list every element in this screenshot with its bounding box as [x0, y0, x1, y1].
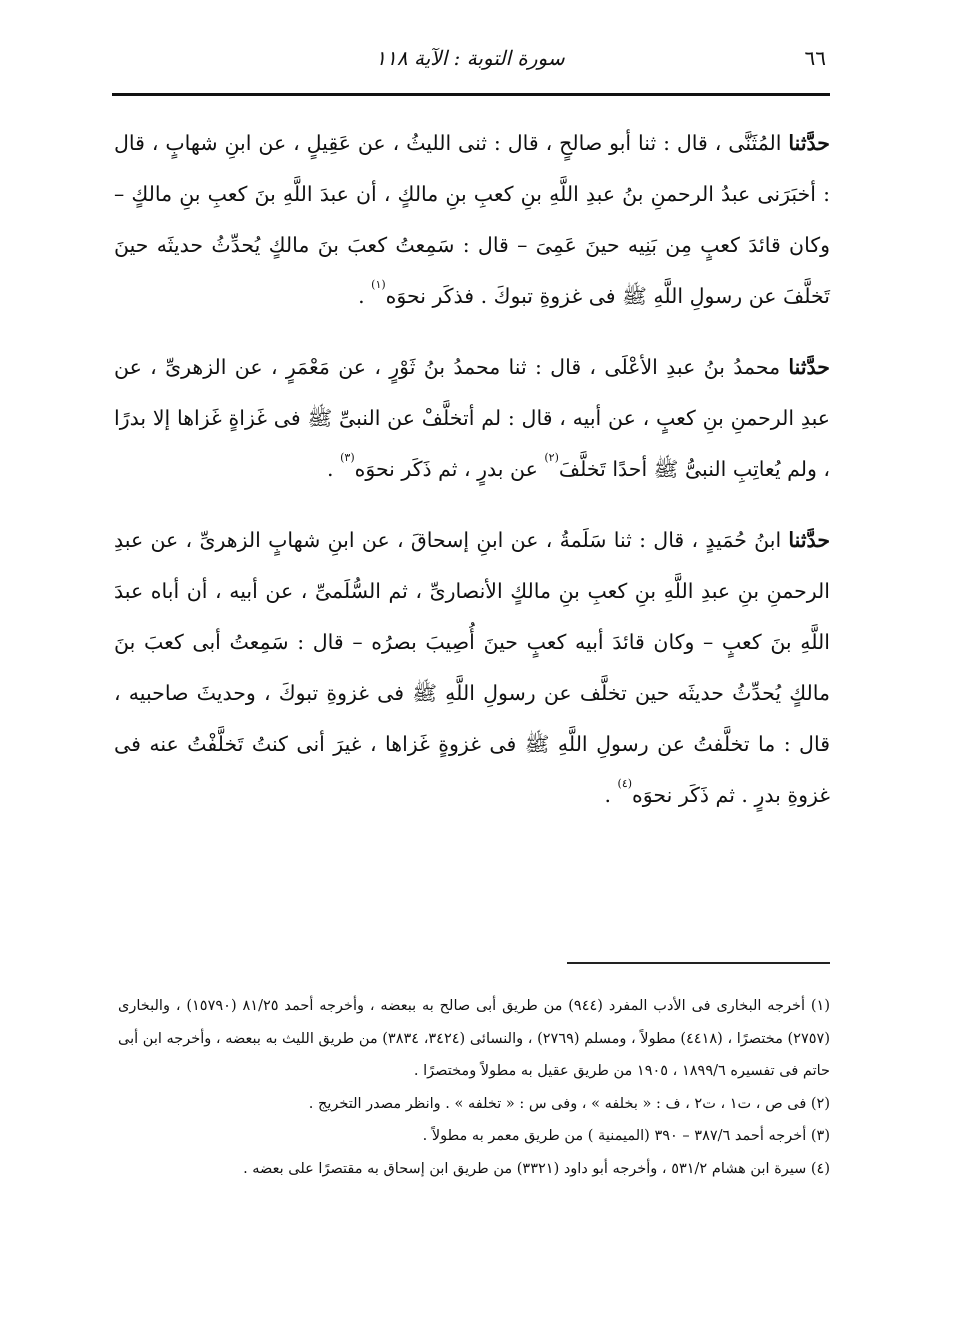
footnote-marker: (٤) [617, 777, 633, 790]
paragraph-end: . [604, 783, 618, 807]
page-number: ٦٦ [804, 46, 826, 70]
running-title: سورة التوبة : الآية ١١٨ [375, 46, 565, 70]
footnote-2: (٢) فى ص ، ت١ ، ت٢ ، ف : « بخلفه » ، وفى س : « تخلفه » . وانظر مصدر التخريج . [308, 1095, 830, 1112]
page-header [112, 42, 828, 92]
header-rule [112, 93, 830, 96]
main-text [114, 118, 830, 841]
paragraph-text: محمدُ بنُ عبدِ الأعْلَى ، قال : ثنا محمدُ بنُ ثَوْرٍ ، عن مَعْمَرٍ ، عن الزهرىِّ ، عن عبدِ الرحمنِ بنِ كعبٍ ، عن أبيه ، قال : لم أتخلَّفْ عن النبىِّ ﷺ فى غَزاةٍ غَزاها إلا بدرًا ، ولم يُعاتِبِ النبىُّ ﷺ أحدًا تَخلَّفَ [114, 355, 830, 481]
paragraph-text: ابنُ حُمَيدٍ ، قال : ثنا سَلَمةُ ، عن ابنِ إسحاقَ ، عن ابنِ شهابٍ الزهرىِّ ، عن عبدِ الرحمنِ بنِ عبدِ اللَّهِ بنِ كعبِ بنِ مالكٍ الأنصارىِّ ، ثم السُّلَمىِّ ، عن أبيه ، أن أباه عبدَ اللَّهِ بنَ كعبٍ – وكان قائدَ أبيه كعبٍ حينَ أُصِيبَ بصرُه – قال : سَمِعتُ أبى كعبَ بنَ مالكٍ يُحدِّثُ حديثَه حين تخلَّف عن رسولِ اللَّهِ ﷺ فى غزوةِ تبوكَ ، وحديثَ صاحبيه ، قال : ما تخلَّفتُ عن رسولِ اللَّهِ ﷺ فى غزوةٍ غَزاها ، غيرَ أنى كنتُ تَخلَّفْتُ عنه فى غزوةِ بدرٍ . ثم ذَكَر نحوَه [114, 528, 830, 807]
footnote-marker: (٢) [544, 451, 559, 464]
paragraph-lead: حدَّثنا [788, 355, 830, 379]
paragraph-end: . [327, 457, 341, 481]
footnotes [118, 990, 830, 1185]
paragraph-end: . [358, 284, 372, 308]
paragraph-text: المُثَنَّى ، قال : ثنا أبو صالحٍ ، قال : ثنى الليثُ ، عن عَقِيلٍ ، عن ابنِ شهابٍ ، قال : أخبَرَنى عبدُ الرحمنِ بنُ عبدِ اللَّهِ بنِ كعبِ بنِ مالكٍ ، أن عبدَ اللَّهِ بنَ كعبِ بنِ مالكٍ – وكان قائدَ كعبٍ مِن بَنِيه حينَ عَمِىَ – قال : سَمِعتُ كعبَ بنَ مالكٍ يُحدِّثُ حديثَه حينَ تَخلَّفَ عن رسولِ اللَّهِ ﷺ فى غزوةِ تبوكَ . فذكَر نحوَه [114, 131, 830, 308]
paragraph-lead: حدَّثنا [788, 131, 830, 155]
hadith-paragraph-2 [114, 342, 830, 495]
paragraph-lead: حدَّثنا [788, 528, 830, 552]
footnote-1: (١) أخرجه البخارى فى الأدب المفرد (٩٤٤) من طريق أبى صالح به ببعضه ، وأخرجه أحمد ٨١/٢٥ (١٥٧٩٠) ، والبخارى (٢٧٥٧) مختصرًا ، (٤٤١٨) مطولاً ، ومسلم (٢٧٦٩) ، والنسائى (٣٤٢٤، ٣٨٣٤) من طريق الليث به ببعضه ، وأخرجه ابن أبى حاتم فى تفسيره ١٨٩٩/٦ ، ١٩٠٥ من طريق عقيل به مطولاً ومختصرًا . [118, 998, 830, 1079]
footnote-marker: (١) [371, 278, 386, 291]
footnote-3: (٣) أخرجه أحمد ٣٨٧/٦ – ٣٩٠ (الميمنية ) من طريق معمر به مطولاً . [422, 1128, 830, 1144]
hadith-paragraph-3 [114, 515, 830, 821]
footnote-separator [567, 962, 830, 964]
hadith-paragraph-1 [114, 118, 830, 322]
footnote-4: (٤) سيرة ابن هشام ٥٣١/٢ ، وأخرجه أبو داود (٣٣٢١) من طريق ابن إسحاق به مقتصرًا على بعضه . [243, 1160, 830, 1177]
footnote-marker: (٣) [340, 451, 355, 464]
paragraph-text-continued: عن بدرٍ ، ثم ذَكَر نحوَه [354, 457, 545, 481]
